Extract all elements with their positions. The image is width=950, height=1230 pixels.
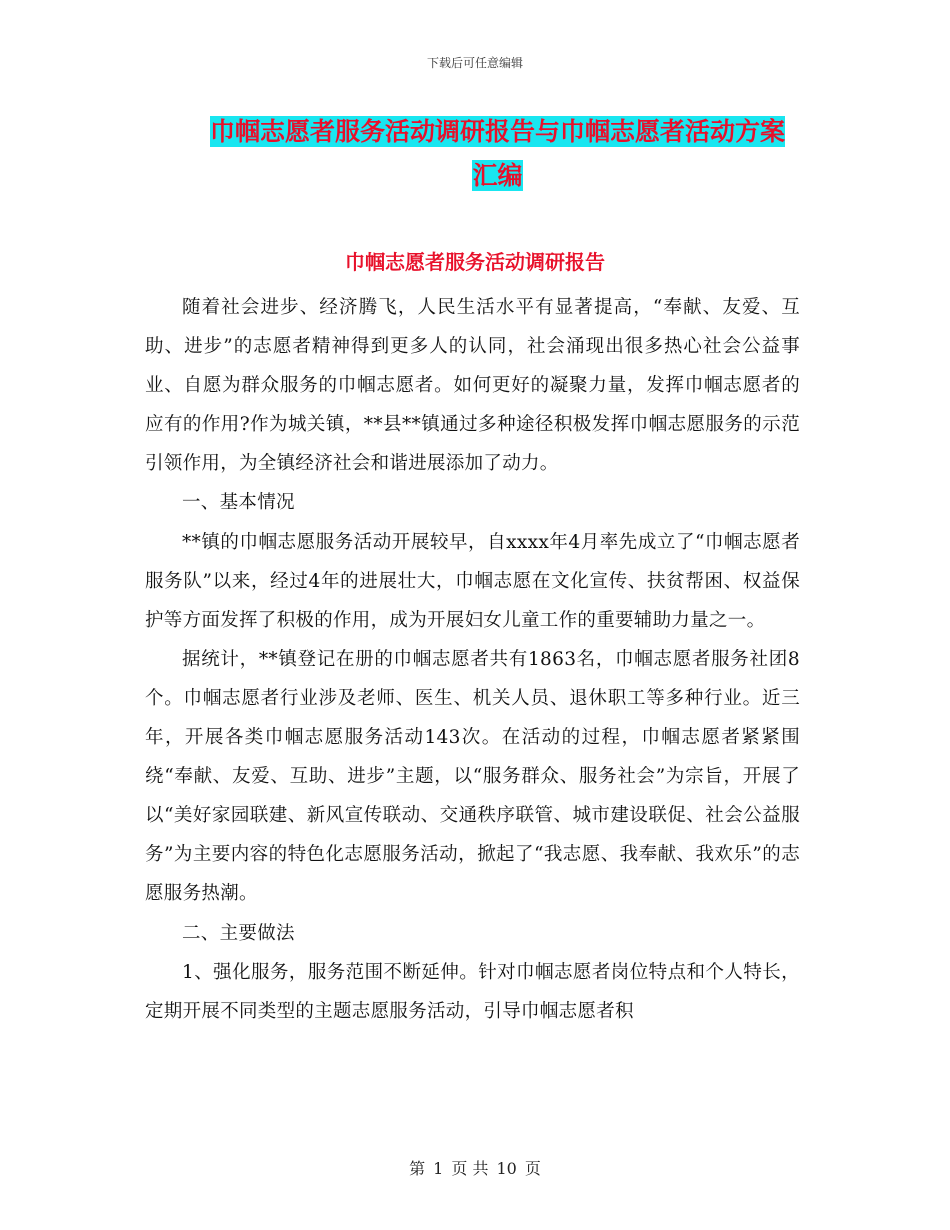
paragraph: **镇的巾帼志愿服务活动开展较早，自xxxx年4月率先成立了“巾帼志愿者服务队”以来，经过4年的进展壮大，巾帼志愿在文化宣传、扶贫帮困、权益保护等方面发挥了积极的作用，成为开展妇女儿童工作的重要辅助力量之一。 bbox=[145, 531, 800, 631]
paragraph: 1、强化服务，服务范围不断延伸。针对巾帼志愿者岗位特点和个人特长，定期开展不同类型的主题志愿服务活动，引导巾帼志愿者积 bbox=[145, 961, 800, 1022]
section-title: 巾帼志愿者服务活动调研报告 bbox=[345, 250, 605, 274]
paragraph: 随着社会进步、经济腾飞，人民生活水平有显著提高，“奉献、友爱、互助、进步”的志愿者精神得到更多人的认同，社会涌现出很多热心社会公益事业、自愿为群众服务的巾帼志愿者。如何更好的凝聚力量，发挥巾帼志愿者的应有的作用?作为城关镇，**县**镇通过多种途径积极发挥巾帼志愿服务的示范引领作用，为全镇经济社会和谐进展添加了动力。 bbox=[145, 297, 800, 475]
page-label-middle: 页 共 bbox=[451, 1159, 489, 1178]
document-body bbox=[145, 288, 800, 1031]
paragraph: 一、基本情况 bbox=[182, 492, 295, 514]
page-label-suffix: 页 bbox=[524, 1159, 541, 1178]
page-number: 1 bbox=[433, 1159, 444, 1178]
total-pages: 10 bbox=[496, 1159, 517, 1178]
document-title bbox=[190, 110, 805, 198]
paragraph: 据统计，**镇登记在册的巾帼志愿者共有1863名，巾帼志愿者服务社团8个。巾帼志愿者行业涉及老师、医生、机关人员、退休职工等多种行业。近三年，开展各类巾帼志愿服务活动143次。在活动的过程，巾帼志愿者紧紧围绕“奉献、友爱、互助、进步”主题，以“服务群众、服务社会”为宗旨，开展了以“美好家园联建、新风宣传联动、交通秩序联管、城市建设联促、社会公益服务”为主要内容的特色化志愿服务活动，掀起了“我志愿、我奉献、我欢乐”的志愿服务热潮。 bbox=[145, 648, 800, 905]
header-note: 下载后可任意编辑 bbox=[426, 56, 523, 70]
page-label-prefix: 第 bbox=[409, 1159, 426, 1178]
document-title-line-1: 巾帼志愿者服务活动调研报告与巾帼志愿者活动方案 bbox=[209, 117, 785, 146]
document-title-line-2: 汇编 bbox=[472, 161, 523, 190]
paragraph: 二、主要做法 bbox=[182, 922, 295, 944]
page-footer bbox=[0, 1156, 950, 1179]
